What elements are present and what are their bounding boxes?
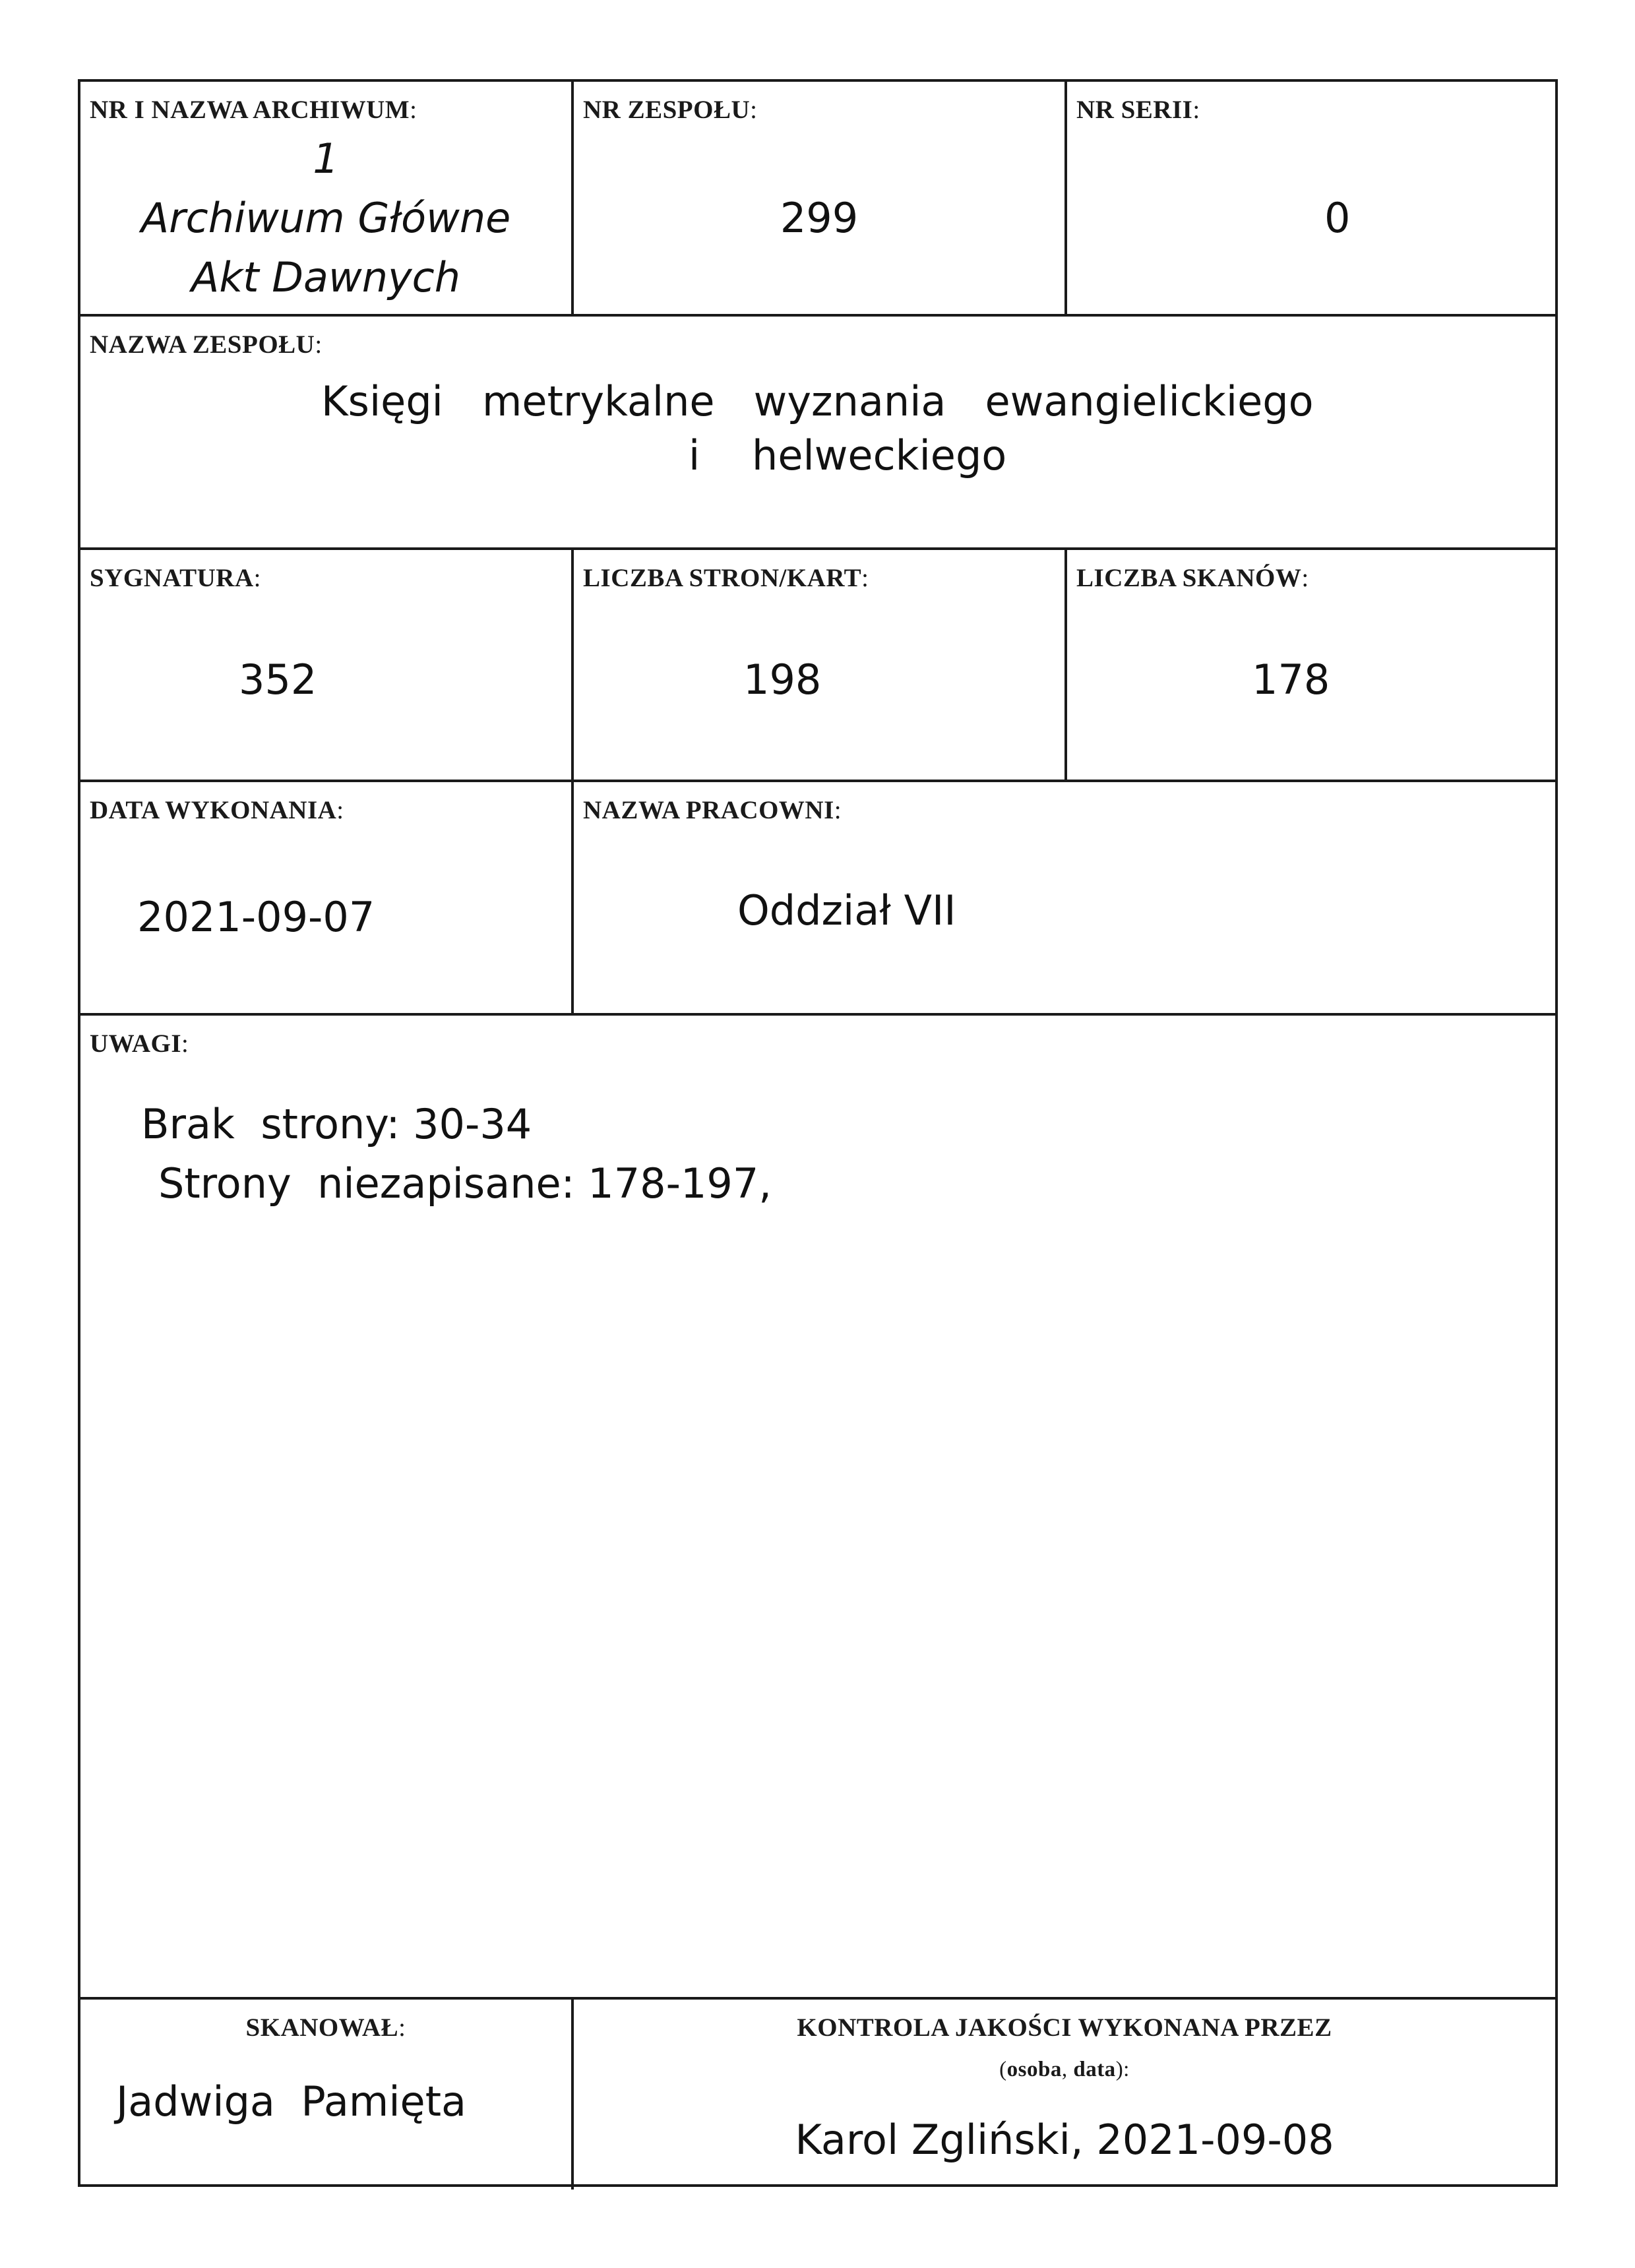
signature-label: SYGNATURA:	[90, 564, 261, 592]
metadata-form	[78, 79, 1558, 2187]
quality-control-cell	[574, 2000, 1555, 2187]
date-done-label: DATA WYKONANIA:	[90, 796, 344, 824]
quality-control-label: KONTROLA JAKOŚCI WYKONANA PRZEZ	[797, 2013, 1332, 2042]
workshop-cell	[574, 782, 1555, 1013]
scanned-by-cell	[80, 2000, 571, 2187]
series-number-label: NR SERII:	[1076, 96, 1200, 124]
page-count-value: 198	[743, 656, 822, 704]
archive-number: 1	[313, 135, 339, 183]
fond-name-line2: i helweckiego	[689, 431, 1007, 479]
notes-cell	[80, 1016, 1555, 1997]
fond-name-cell	[80, 317, 1555, 547]
signature-cell	[80, 550, 571, 780]
archive-name-line1: Archiwum Główne	[140, 194, 511, 242]
signature-value: 352	[239, 656, 317, 704]
series-number-cell	[1067, 82, 1558, 314]
archive-cell	[80, 82, 571, 314]
scan-count-cell	[1067, 550, 1558, 780]
workshop-value: Oddział VII	[737, 886, 956, 935]
date-done-cell	[80, 782, 571, 1013]
page-count-cell	[574, 550, 1064, 780]
archive-label: NR I NAZWA ARCHIWUM:	[90, 96, 417, 124]
archive-name-line2: Akt Dawnych	[191, 253, 461, 301]
scan-count-label: LICZBA SKANÓW:	[1076, 564, 1309, 592]
fond-number-label: NR ZESPOŁU:	[583, 96, 758, 124]
scan-count-value: 178	[1252, 656, 1330, 704]
fond-name-line1: Księgi metrykalne wyznania ewangielickiego	[321, 377, 1314, 425]
fond-number-value: 299	[780, 194, 859, 242]
quality-control-value: Karol Zgliński, 2021-09-08	[795, 2116, 1334, 2164]
notes-line1: Brak strony: 30-34	[141, 1100, 532, 1148]
notes-label: UWAGI:	[90, 1029, 189, 1058]
workshop-label: NAZWA PRACOWNI:	[583, 796, 842, 824]
notes-line2: Strony niezapisane: 178-197,	[158, 1159, 772, 1208]
date-done-value: 2021-09-07	[137, 893, 375, 941]
scanned-by-value: Jadwiga Pamięta	[116, 2077, 466, 2126]
series-number-value: 0	[1324, 194, 1351, 242]
fond-number-cell	[574, 82, 1064, 314]
fond-name-label: NAZWA ZESPOŁU:	[90, 330, 323, 359]
page-count-label: LICZBA STRON/KART:	[583, 564, 869, 592]
quality-control-sublabel: (osoba, data):	[999, 2058, 1130, 2081]
scanned-by-label: SKANOWAŁ:	[245, 2013, 406, 2042]
